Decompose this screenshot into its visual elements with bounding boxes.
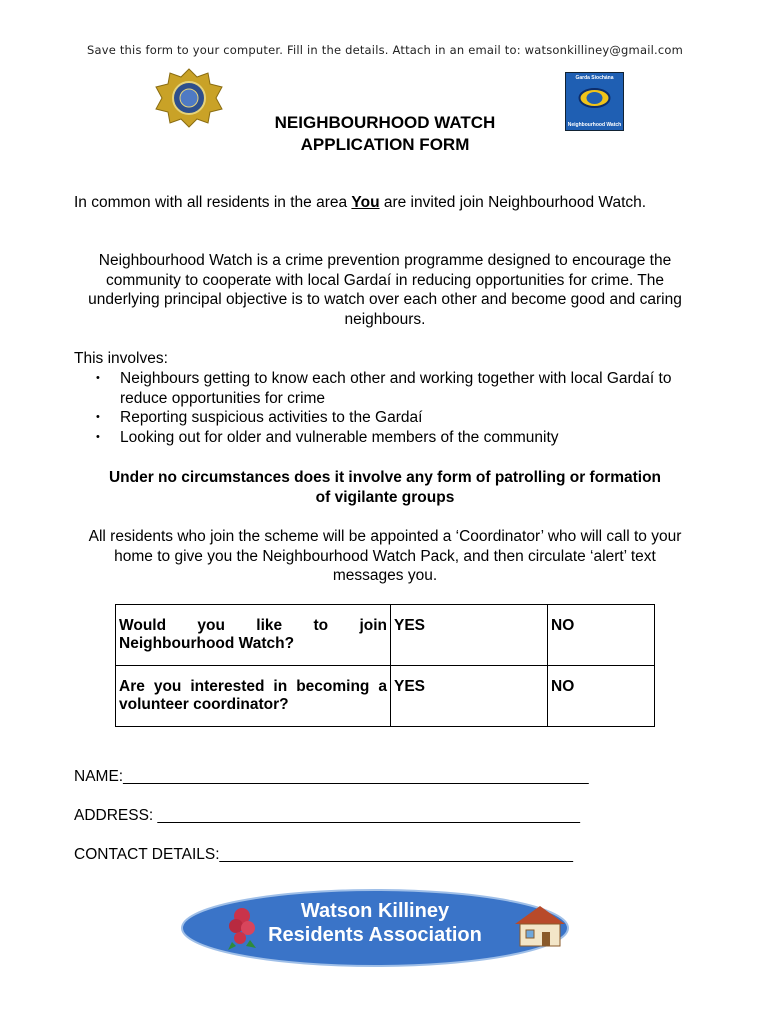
name-field[interactable]: NAME:______________________________________________________	[74, 768, 589, 785]
intro-text-end: are invited join Neighbourhood Watch.	[379, 194, 647, 211]
title-line-2: APPLICATION FORM	[300, 135, 470, 154]
list-item	[96, 369, 696, 408]
intro-text: In common with all residents in the area	[74, 194, 352, 211]
yes-option[interactable]: YES	[391, 605, 548, 666]
question-cell: Would you like to join Neighbourhood Watch?	[116, 605, 391, 666]
eye-icon	[578, 86, 611, 110]
form-title	[200, 112, 570, 156]
intro-emphasis: You	[351, 194, 380, 211]
contact-details-field[interactable]: CONTACT DETAILS:_________________________________________	[74, 846, 573, 863]
address-field[interactable]: ADDRESS: _________________________________________________	[74, 807, 580, 824]
email-instruction: Save this form to your computer. Fill in the details. Attach in an email to: watsonkilliney@gmail.com	[86, 43, 684, 57]
nw-logo-bottom-text: Neighbourhood Watch	[567, 122, 622, 128]
list-item-text: Neighbours getting to know each other and working together with local Gardaí to reduce opportunities for crime	[120, 370, 672, 407]
title-line-1: NEIGHBOURHOOD WATCH	[274, 113, 496, 132]
list-item-text: Looking out for older and vulnerable members of the community	[120, 428, 559, 446]
no-option[interactable]: NO	[548, 666, 655, 727]
table-row	[116, 666, 655, 727]
nw-logo-top-text: Garda Síochána	[575, 75, 614, 81]
no-option[interactable]: NO	[548, 605, 655, 666]
yes-option[interactable]: YES	[391, 666, 548, 727]
residents-association-logo	[180, 888, 570, 968]
involves-list	[96, 369, 696, 447]
list-item	[96, 408, 696, 428]
questions-table	[115, 604, 655, 727]
coordinator-paragraph: All residents who join the scheme will be appointed a ‘Coordinator’ who will call to your home to give you the Neighbourhood Watch Pack, and then circulate ‘alert’ text messages you.	[88, 528, 682, 584]
description-paragraph: Neighbourhood Watch is a crime prevention programme designed to encourage the community to cooperate with local Gardaí in reducing opportunities for crime. The underlying principal objective is to watch over each other and become good and caring neighbours.	[88, 252, 682, 328]
list-item-text: Reporting suspicious activities to the Gardaí	[120, 409, 423, 426]
warning-text: Under no circumstances does it involve any form of patrolling or formation of vigilante groups	[108, 469, 662, 506]
intro-paragraph	[74, 193, 698, 213]
involves-heading: This involves:	[74, 350, 168, 367]
question-cell: Are you interested in becoming a volunteer coordinator?	[116, 666, 391, 727]
neighbourhood-watch-logo	[565, 72, 624, 131]
table-row	[116, 605, 655, 666]
footer-logo-line-2: Residents Association	[268, 924, 482, 946]
footer-logo-line-1: Watson Killiney	[300, 900, 450, 922]
list-item	[96, 428, 696, 448]
